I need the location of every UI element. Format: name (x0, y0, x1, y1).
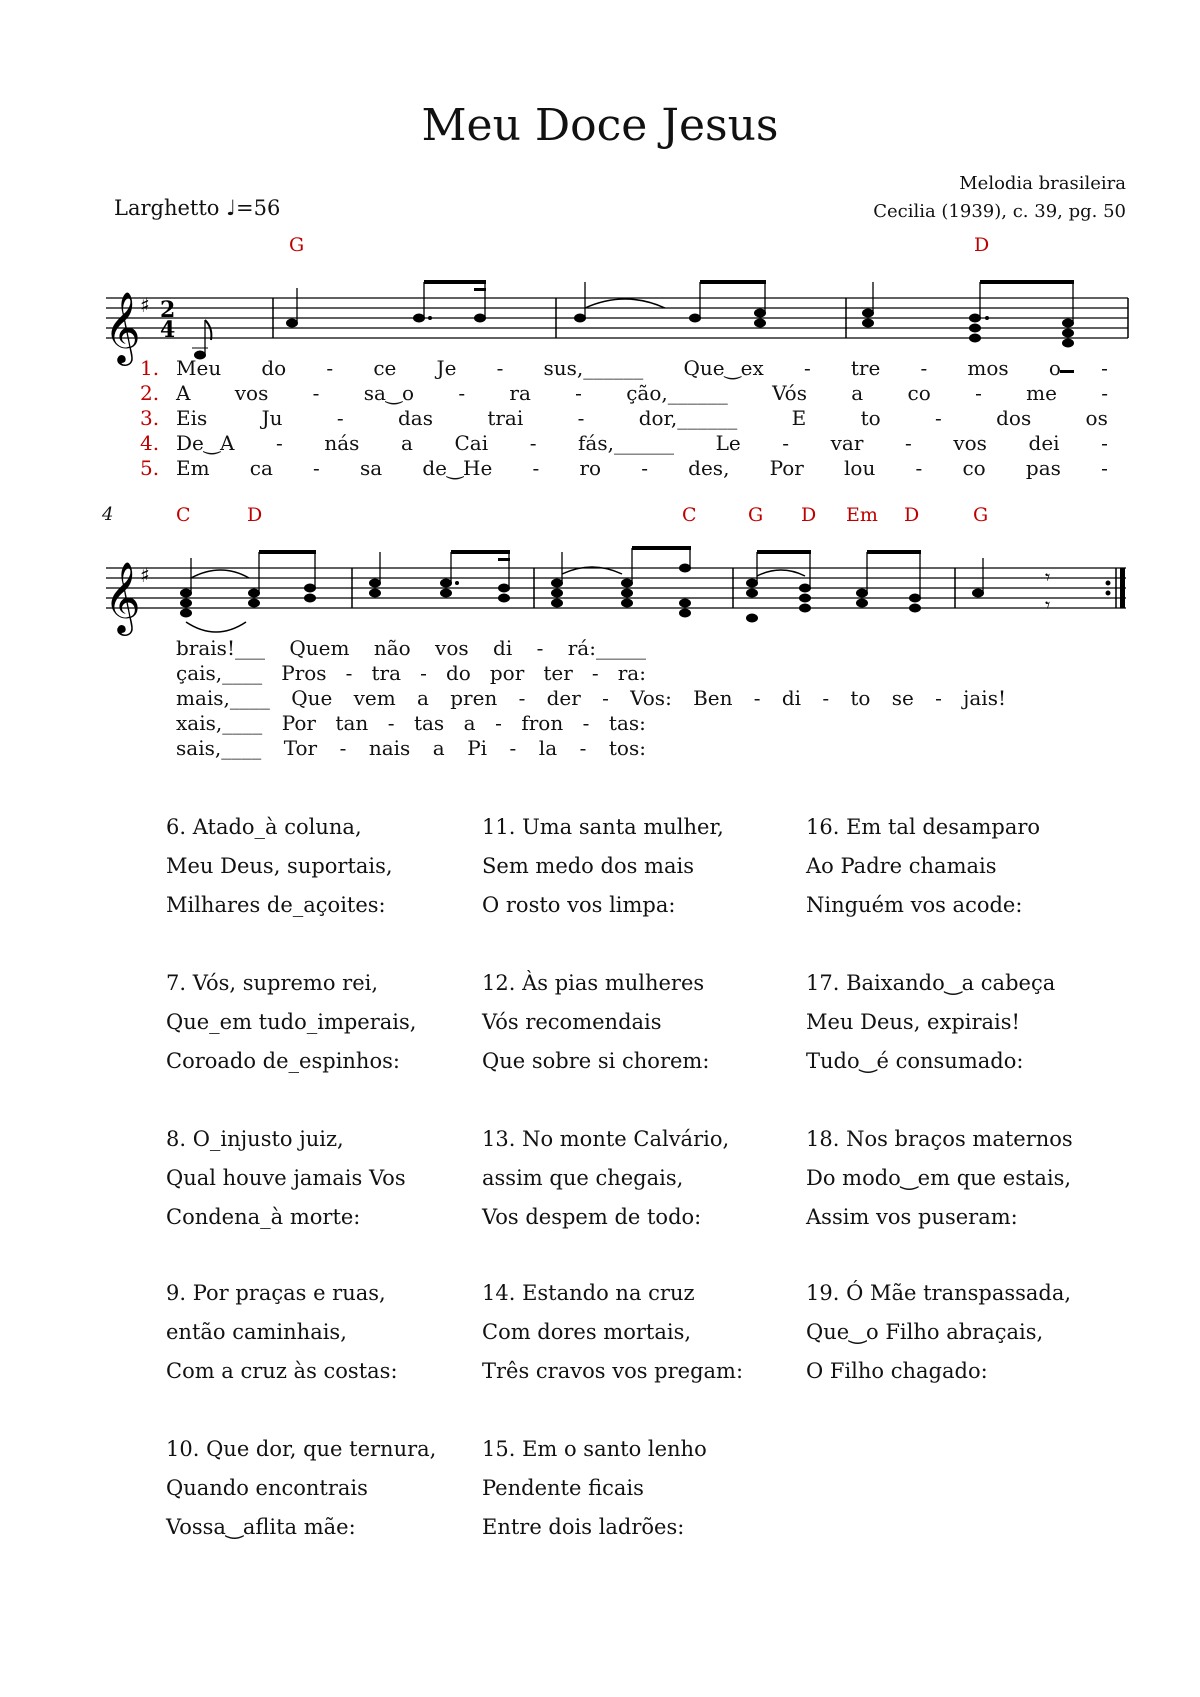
music-system-1 (0, 230, 1200, 490)
stanza (166, 964, 416, 1081)
stanza-line: 9. Por praças e ruas, (166, 1281, 386, 1305)
lyric-syllable: do (445, 661, 471, 685)
lyric-syllable: ra: (617, 661, 646, 685)
lyric-syllable: - (1101, 381, 1108, 405)
lyric-syllable: vem (353, 686, 396, 710)
lyric-syllable: Le (715, 431, 741, 455)
verse-number: 5. (140, 456, 160, 480)
lyric-syllable: vos (953, 431, 987, 455)
lyric-syllable: - (575, 381, 582, 405)
stanza-line: Com dores mortais, (482, 1320, 692, 1344)
lyric-syllable: mais,____ (176, 686, 270, 710)
lyric-syllable: - (577, 406, 585, 430)
time-signature-bottom: 4 (160, 317, 176, 343)
lyric-syllable: çais,____ (176, 661, 263, 685)
lyric-syllable: - (975, 381, 982, 405)
lyric-line (176, 736, 646, 760)
stanza-line: Com a cruz às costas: (166, 1359, 398, 1383)
source-credit: Cecilia (1939), c. 39, pg. 50 (873, 201, 1126, 222)
stanza (482, 1274, 743, 1391)
stanza-line: 10. Que dor, que ternura, (166, 1437, 437, 1461)
lyric-syllable: tos: (608, 736, 646, 760)
stanza-line: Qual houve jamais Vos (166, 1166, 406, 1190)
lyric-syllable: a (432, 736, 445, 760)
lyric-syllable: - (1101, 356, 1108, 380)
lyric-syllable: - (420, 661, 427, 685)
lyric-syllable: Por (281, 711, 316, 735)
lyric-syllable: - (935, 686, 942, 710)
pickup-note (192, 320, 211, 360)
lyric-syllable: A (176, 381, 191, 405)
lyric-syllable: Por (769, 456, 804, 480)
stanza-line: 12. Às pias mulheres (482, 971, 705, 995)
stanza (482, 964, 709, 1081)
key-signature-sharp: ♯ (140, 293, 150, 317)
stanza-line: Assim vos puseram: (806, 1205, 1018, 1229)
lyric-syllable: - (934, 406, 942, 430)
stanza (806, 808, 1040, 925)
lyric-syllable: - (336, 406, 344, 430)
lyric-syllable: pas (1025, 456, 1061, 480)
lyric-syllable: - (532, 456, 540, 480)
lyric-syllable: di (493, 636, 513, 660)
stanza-line: 15. Em o santo lenho (482, 1437, 707, 1461)
lyric-syllable: se (891, 686, 914, 710)
treble-clef: 𝄞 (104, 560, 141, 633)
lyric-syllable: Ben (693, 686, 733, 710)
stanza-line: O rosto vos limpa: (482, 893, 676, 917)
lyric-syllable: lou (844, 456, 876, 480)
lyric-syllable: a (416, 686, 429, 710)
stanza-line: Que sobre si chorem: (482, 1049, 710, 1073)
lyric-syllable: tas: (608, 711, 646, 735)
stanza-line: 18. Nos braços maternos (806, 1127, 1073, 1151)
stanza-line: Do modo‿em que estais, (806, 1166, 1072, 1190)
lyric-syllable: Em (176, 456, 210, 480)
stanza-line: Sem medo dos mais (482, 854, 694, 878)
lyric-syllable: - (1101, 456, 1108, 480)
lyric-line (176, 431, 1108, 455)
verse-number: 2. (140, 381, 160, 405)
key-signature-sharp: ♯ (140, 563, 150, 587)
stanza (806, 1120, 1073, 1237)
lyric-syllable: ca (249, 456, 273, 480)
lyric-syllable: tan (335, 711, 369, 735)
lyric-syllable: tre (850, 356, 881, 380)
lyric-syllable: os (1085, 406, 1108, 430)
credits (873, 170, 1126, 226)
lyric-syllable: sa (359, 456, 383, 480)
lyric-syllable: la (538, 736, 558, 760)
lyric-syllable: - (822, 686, 830, 710)
lyric-line (176, 381, 1108, 405)
stanza (482, 1430, 707, 1547)
lyric-syllable: Meu (176, 356, 222, 380)
lyric-syllable: - (313, 456, 320, 480)
stanza-line: 7. Vós, supremo rei, (166, 971, 379, 995)
stanza-line: 16. Em tal desamparo (806, 815, 1041, 839)
stanza (166, 1430, 436, 1547)
lyric-syllable: - (326, 356, 334, 380)
lyric-syllable: fás,______ (578, 431, 674, 455)
lyric-syllable: - (591, 661, 599, 685)
lyric-syllable: me (1026, 381, 1057, 405)
stanza-line: 19. Ó Mãe transpassada, (806, 1281, 1072, 1305)
page-title: Meu Doce Jesus (421, 100, 779, 151)
lyric-syllable: nás (324, 431, 360, 455)
chord-symbol: Em (846, 504, 878, 526)
stanza (166, 1120, 406, 1237)
lyric-syllable: nais (368, 736, 411, 760)
lyric-syllable: - (579, 736, 587, 760)
chord-symbol: G (973, 504, 989, 526)
stanza (482, 808, 724, 925)
lyric-syllable: - (582, 711, 590, 735)
verse-number: 1. (140, 356, 160, 380)
stanza-line: Que‿o Filho abraçais, (806, 1320, 1044, 1344)
lyric-syllable: to (850, 686, 871, 710)
chord-symbol: D (247, 504, 263, 526)
lyric-syllable: co (907, 381, 931, 405)
lyric-line (176, 456, 1108, 480)
lyric-syllable: - (536, 636, 544, 660)
lyric-syllable: to (860, 406, 881, 430)
stanza-line: Vossa‿aflita mãe: (166, 1515, 356, 1539)
lyric-syllable: sa‿o (363, 381, 415, 405)
lyric-syllable: trai (487, 406, 524, 430)
tempo-marking: Larghetto ♩=56 (114, 196, 281, 220)
lyric-syllable: o (1048, 356, 1061, 380)
stanza-line: 14. Estando na cruz (482, 1281, 695, 1305)
stanza (166, 808, 393, 925)
stanza-line: 8. O_injusto juiz, (166, 1127, 344, 1151)
lyric-syllable: ro (579, 456, 602, 480)
verse-number: 3. (140, 406, 160, 430)
lyric-syllable: - (920, 356, 928, 380)
lyric-syllable: Ju (261, 406, 283, 430)
chord-symbol: D (974, 234, 990, 256)
lyric-syllable: Eis (176, 406, 208, 430)
treble-clef: 𝄞 (104, 290, 141, 363)
stanza (482, 1120, 729, 1237)
stanza-line: Três cravos vos pregam: (482, 1359, 744, 1383)
lyric-line (176, 661, 646, 685)
chord-symbol: G (289, 234, 305, 256)
lyric-syllable: di (781, 686, 802, 710)
lyric-syllable: - (312, 381, 320, 405)
lyric-syllable: ra (509, 381, 531, 405)
lyric-syllable: ção,______ (626, 381, 728, 405)
lyric-syllable: ter (543, 661, 573, 685)
measure-4-notes (180, 550, 316, 632)
lyric-syllable: Cai (454, 431, 489, 455)
stanza-line: Quando encontrais (166, 1476, 368, 1500)
lyric-syllable: - (387, 711, 395, 735)
lyric-syllable: - (275, 431, 283, 455)
lyric-syllable: - (495, 711, 502, 735)
lyric-syllable: sus,______ (543, 356, 644, 380)
lyric-syllable: pren (450, 686, 498, 710)
chord-symbol: D (904, 504, 920, 526)
lyric-syllable: var (830, 431, 864, 455)
stanza-line: 11. Uma santa mulher, (482, 815, 724, 839)
stanza-line: Vós recomendais (482, 1010, 662, 1034)
lyric-syllable: vos (234, 381, 269, 405)
lyric-syllable: - (602, 686, 609, 710)
stanza-line: 17. Baixando‿a cabeça (806, 971, 1056, 995)
lyric-syllable: dos (996, 406, 1032, 430)
measure-6-notes (551, 546, 691, 618)
stanza-line: Coroado de_espinhos: (166, 1049, 400, 1073)
stanza-line: 6. Atado_à coluna, (166, 815, 362, 839)
lyric-line (176, 711, 646, 735)
stanza-line: O Filho chagado: (806, 1359, 988, 1383)
measure-7-notes (746, 550, 921, 623)
lyric-syllable: fron (521, 711, 564, 735)
lyric-syllable: dei (1028, 431, 1060, 455)
measure-2-notes (574, 280, 766, 328)
lyric-syllable: co (962, 456, 986, 480)
stanza-line: Meu Deus, suportais, (166, 854, 393, 878)
stanza-line: assim que chegais, (482, 1166, 684, 1190)
lyric-syllable: De‿A (176, 431, 235, 455)
lyric-syllable: - (339, 736, 347, 760)
lyric-syllable: por (489, 661, 525, 685)
lyric-syllable: - (915, 456, 923, 480)
lyric-syllable: - (509, 736, 517, 760)
time-signature-top: 2 (160, 297, 176, 323)
stanza (806, 964, 1055, 1081)
lyric-syllable: - (496, 356, 504, 380)
stanza-line: Pendente ficais (482, 1476, 644, 1500)
lyric-syllable: a (463, 711, 476, 735)
lyric-syllable: - (518, 686, 526, 710)
lyric-syllable: rá:_____ (567, 636, 646, 660)
lyric-syllable: das (397, 406, 433, 430)
lyric-syllable: xais,____ (176, 711, 263, 735)
lyric-syllable: Quem (289, 636, 350, 660)
lyric-syllable: mos (967, 356, 1009, 380)
lyric-syllable: - (904, 431, 912, 455)
stanza-line: Meu Deus, expirais! (806, 1010, 1020, 1034)
lyric-syllable: a (400, 431, 413, 455)
lyric-line (176, 356, 1108, 380)
lyric-syllable: E (791, 406, 807, 430)
stanza-line: Vos despem de todo: (482, 1205, 702, 1229)
lyric-syllable: Pros (281, 661, 327, 685)
lyric-syllable: Vós (772, 381, 807, 405)
lyric-syllable: Que (291, 686, 333, 710)
lyric-line (176, 686, 1006, 710)
svg-text:𝄾: 𝄾 (1045, 593, 1051, 617)
chord-symbol: G (748, 504, 764, 526)
lyric-syllable: Je (436, 356, 457, 380)
lyric-syllable: ce (373, 356, 397, 380)
measure-1-notes (286, 280, 486, 328)
lyric-syllable: a (851, 381, 864, 405)
lyric-syllable: - (782, 431, 790, 455)
lyric-syllable: brais!___ (176, 636, 265, 660)
stanza-line: Tudo‿é consumado: (806, 1049, 1024, 1073)
lyric-syllable: der (546, 686, 581, 710)
stanza-line: então caminhais, (166, 1320, 347, 1344)
lyric-syllable: - (1101, 431, 1108, 455)
lyric-syllable: - (753, 686, 761, 710)
stanza-line: Ninguém vos acode: (806, 893, 1023, 917)
lyric-syllable: Pi (467, 736, 488, 760)
verse-number: 4. (140, 431, 160, 455)
stanza (806, 1274, 1071, 1391)
lyric-syllable: de‿He (422, 456, 493, 480)
lyric-syllable: não (373, 636, 411, 660)
lyric-syllable: vos (435, 636, 469, 660)
stanza (166, 1274, 398, 1391)
stanza-line: Que_em tudo_imperais, (166, 1010, 417, 1034)
stanza-line: Condena_à morte: (166, 1205, 361, 1229)
lyric-line (176, 406, 1108, 430)
lyric-syllable: - (803, 356, 811, 380)
melody-credit: Melodia brasileira (959, 173, 1126, 194)
stanza-line: Milhares de_açoites: (166, 893, 386, 917)
lyric-syllable: - (345, 661, 353, 685)
lyric-syllable: jais! (963, 686, 1006, 710)
measure-number: 4 (102, 504, 114, 525)
lyric-syllable: tas (413, 711, 445, 735)
lyric-syllable: - (529, 431, 537, 455)
stanza-line: Ao Padre chamais (806, 854, 997, 878)
lyric-syllable: - (458, 381, 466, 405)
lyric-syllable: tra (371, 661, 402, 685)
chord-symbol: C (176, 504, 191, 526)
lyric-syllable: Tor (283, 736, 318, 760)
lyric-syllable: Vos: (630, 686, 672, 710)
chord-symbol: C (682, 504, 697, 526)
music-system-2 (0, 500, 1200, 770)
measure-5-notes (369, 550, 510, 603)
lyric-syllable: des, (688, 456, 730, 480)
lyric-syllable: Que‿ex (683, 356, 764, 380)
stanza-line: Entre dois ladrões: (482, 1515, 685, 1539)
lyric-syllable: do (261, 356, 287, 380)
chord-symbol: D (801, 504, 817, 526)
lyric-line (176, 636, 646, 660)
stanza-line: 13. No monte Calvário, (482, 1127, 730, 1151)
lyric-syllable: dor,______ (638, 406, 738, 430)
lyric-syllable: - (641, 456, 648, 480)
lyric-syllable: sais,____ (176, 736, 262, 760)
svg-text:𝄾: 𝄾 (1045, 565, 1051, 589)
